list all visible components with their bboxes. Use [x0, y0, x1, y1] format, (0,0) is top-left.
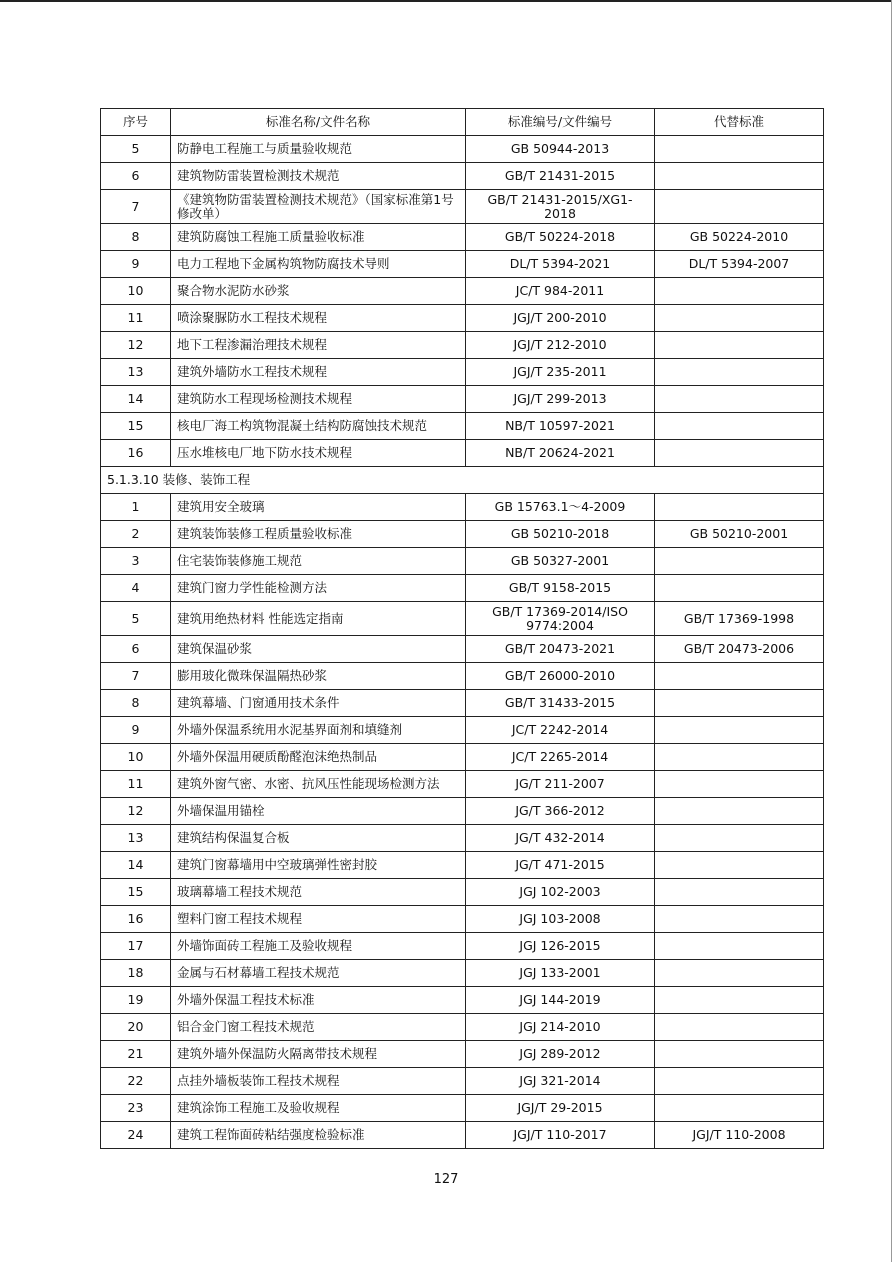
standard-name: 建筑装饰装修工程质量验收标准: [171, 521, 466, 548]
replaced-standard: [655, 1068, 824, 1095]
standard-name: 建筑外墙防水工程技术规程: [171, 359, 466, 386]
table-row: [101, 1014, 824, 1041]
table-row: [101, 960, 824, 987]
standard-code: JGJ 126-2015: [466, 933, 655, 960]
standard-name: 建筑用绝热材料 性能选定指南: [171, 602, 466, 636]
table-row: [101, 933, 824, 960]
table-row: [101, 663, 824, 690]
table-row: [101, 879, 824, 906]
replaced-standard: [655, 332, 824, 359]
table-row: [101, 332, 824, 359]
table-row: [101, 278, 824, 305]
table-row: [101, 224, 824, 251]
table-row: [101, 305, 824, 332]
standard-code: JC/T 984-2011: [466, 278, 655, 305]
header-replaces: 代替标准: [655, 109, 824, 136]
standard-code: JC/T 2265-2014: [466, 744, 655, 771]
row-number: 22: [101, 1068, 171, 1095]
standard-name: 建筑外窗气密、水密、抗风压性能现场检测方法: [171, 771, 466, 798]
table-row: [101, 602, 824, 636]
standard-name: 膨用玻化微珠保温隔热砂浆: [171, 663, 466, 690]
replaced-standard: [655, 906, 824, 933]
section-row: [101, 467, 824, 494]
standard-code: GB 50210-2018: [466, 521, 655, 548]
table-row: [101, 987, 824, 1014]
row-number: 13: [101, 825, 171, 852]
standard-name: 地下工程渗漏治理技术规程: [171, 332, 466, 359]
standard-name: 外墙饰面砖工程施工及验收规程: [171, 933, 466, 960]
standard-code: JGJ 144-2019: [466, 987, 655, 1014]
row-number: 23: [101, 1095, 171, 1122]
replaced-standard: [655, 879, 824, 906]
standard-code: GB/T 9158-2015: [466, 575, 655, 602]
header-no: 序号: [101, 109, 171, 136]
standard-name: 外墙外保温工程技术标准: [171, 987, 466, 1014]
standard-code: GB 50944-2013: [466, 136, 655, 163]
standard-name: 住宅装饰装修施工规范: [171, 548, 466, 575]
replaced-standard: JGJ/T 110-2008: [655, 1122, 824, 1149]
standard-name: 核电厂海工构筑物混凝土结构防腐蚀技术规范: [171, 413, 466, 440]
replaced-standard: [655, 494, 824, 521]
row-number: 16: [101, 440, 171, 467]
table-row: [101, 359, 824, 386]
standard-code: JGJ 133-2001: [466, 960, 655, 987]
section-title: 5.1.3.10 装修、装饰工程: [101, 467, 824, 494]
top-border-line: [0, 0, 892, 2]
table-row: [101, 852, 824, 879]
replaced-standard: [655, 575, 824, 602]
standard-name: 外墙外保温用硬质酚醛泡沫绝热制品: [171, 744, 466, 771]
standard-code: JGJ/T 299-2013: [466, 386, 655, 413]
replaced-standard: [655, 717, 824, 744]
standard-code: JGJ 289-2012: [466, 1041, 655, 1068]
standard-code: JG/T 471-2015: [466, 852, 655, 879]
replaced-standard: [655, 960, 824, 987]
standard-code: JGJ/T 29-2015: [466, 1095, 655, 1122]
standard-name: 玻璃幕墙工程技术规范: [171, 879, 466, 906]
standard-code: NB/T 20624-2021: [466, 440, 655, 467]
row-number: 10: [101, 278, 171, 305]
standard-code: JGJ/T 200-2010: [466, 305, 655, 332]
row-number: 10: [101, 744, 171, 771]
standard-code: GB/T 50224-2018: [466, 224, 655, 251]
replaced-standard: [655, 440, 824, 467]
table-row: [101, 521, 824, 548]
standard-code: GB/T 21431-2015: [466, 163, 655, 190]
table-row: [101, 386, 824, 413]
row-number: 13: [101, 359, 171, 386]
row-number: 14: [101, 852, 171, 879]
replaced-standard: [655, 663, 824, 690]
standard-code: JGJ 321-2014: [466, 1068, 655, 1095]
standards-table: [100, 108, 824, 1149]
row-number: 1: [101, 494, 171, 521]
table-body-a: [101, 136, 824, 467]
row-number: 11: [101, 771, 171, 798]
replaced-standard: [655, 987, 824, 1014]
replaced-standard: [655, 1095, 824, 1122]
standard-code: GB/T 17369-2014/ISO 9774:2004: [466, 602, 655, 636]
table-row: [101, 1041, 824, 1068]
row-number: 6: [101, 636, 171, 663]
table-row: [101, 548, 824, 575]
table-row: [101, 190, 824, 224]
standard-code: JGJ 214-2010: [466, 1014, 655, 1041]
row-number: 7: [101, 663, 171, 690]
standard-code: JGJ/T 235-2011: [466, 359, 655, 386]
row-number: 21: [101, 1041, 171, 1068]
replaced-standard: [655, 386, 824, 413]
standard-name: 聚合物水泥防水砂浆: [171, 278, 466, 305]
table-row: [101, 163, 824, 190]
replaced-standard: [655, 1014, 824, 1041]
standard-code: JGJ/T 110-2017: [466, 1122, 655, 1149]
standard-name: 建筑结构保温复合板: [171, 825, 466, 852]
replaced-standard: [655, 771, 824, 798]
standard-code: GB/T 21431-2015/XG1-2018: [466, 190, 655, 224]
row-number: 4: [101, 575, 171, 602]
table-row: [101, 825, 824, 852]
row-number: 5: [101, 602, 171, 636]
table-row: [101, 440, 824, 467]
row-number: 9: [101, 717, 171, 744]
standard-code: GB/T 26000-2010: [466, 663, 655, 690]
table-header-row: [101, 109, 824, 136]
standard-code: JGJ 102-2003: [466, 879, 655, 906]
replaced-standard: GB/T 17369-1998: [655, 602, 824, 636]
standard-code: DL/T 5394-2021: [466, 251, 655, 278]
replaced-standard: [655, 548, 824, 575]
row-number: 24: [101, 1122, 171, 1149]
replaced-standard: [655, 413, 824, 440]
standard-name: 塑料门窗工程技术规程: [171, 906, 466, 933]
row-number: 20: [101, 1014, 171, 1041]
table-row: [101, 717, 824, 744]
row-number: 18: [101, 960, 171, 987]
standard-name: 建筑门窗力学性能检测方法: [171, 575, 466, 602]
table-row: [101, 906, 824, 933]
replaced-standard: [655, 825, 824, 852]
standard-code: JGJ 103-2008: [466, 906, 655, 933]
replaced-standard: [655, 136, 824, 163]
standard-name: 外墙外保温系统用水泥基界面剂和填缝剂: [171, 717, 466, 744]
table-row: [101, 636, 824, 663]
row-number: 6: [101, 163, 171, 190]
table-row: [101, 575, 824, 602]
standard-code: JG/T 432-2014: [466, 825, 655, 852]
standard-name: 压水堆核电厂地下防水技术规程: [171, 440, 466, 467]
standard-code: NB/T 10597-2021: [466, 413, 655, 440]
table-row: [101, 1068, 824, 1095]
replaced-standard: [655, 933, 824, 960]
table-row: [101, 1095, 824, 1122]
table-row: [101, 771, 824, 798]
table-row: [101, 136, 824, 163]
standard-name: 建筑门窗幕墙用中空玻璃弹性密封胶: [171, 852, 466, 879]
table-row: [101, 494, 824, 521]
row-number: 3: [101, 548, 171, 575]
row-number: 5: [101, 136, 171, 163]
standard-code: GB 50327-2001: [466, 548, 655, 575]
row-number: 17: [101, 933, 171, 960]
standard-name: 建筑防水工程现场检测技术规程: [171, 386, 466, 413]
replaced-standard: [655, 798, 824, 825]
standard-name: 建筑保温砂浆: [171, 636, 466, 663]
replaced-standard: [655, 852, 824, 879]
table-row: [101, 251, 824, 278]
row-number: 19: [101, 987, 171, 1014]
standard-code: JG/T 366-2012: [466, 798, 655, 825]
row-number: 12: [101, 332, 171, 359]
table-row: [101, 798, 824, 825]
standard-name: 建筑外墙外保温防火隔离带技术规程: [171, 1041, 466, 1068]
standard-name: 点挂外墙板装饰工程技术规程: [171, 1068, 466, 1095]
replaced-standard: GB/T 20473-2006: [655, 636, 824, 663]
standard-name: 建筑涂饰工程施工及验收规程: [171, 1095, 466, 1122]
standard-code: JC/T 2242-2014: [466, 717, 655, 744]
row-number: 8: [101, 690, 171, 717]
standard-code: JGJ/T 212-2010: [466, 332, 655, 359]
table-row: [101, 690, 824, 717]
standard-name: 建筑物防雷装置检测技术规范: [171, 163, 466, 190]
standard-name: 建筑用安全玻璃: [171, 494, 466, 521]
replaced-standard: [655, 690, 824, 717]
standard-name: 喷涂聚脲防水工程技术规程: [171, 305, 466, 332]
replaced-standard: GB 50224-2010: [655, 224, 824, 251]
row-number: 12: [101, 798, 171, 825]
standard-code: GB/T 31433-2015: [466, 690, 655, 717]
standard-name: 建筑防腐蚀工程施工质量验收标准: [171, 224, 466, 251]
replaced-standard: [655, 359, 824, 386]
page-number: 127: [433, 1172, 459, 1187]
standard-name: 外墙保温用锚栓: [171, 798, 466, 825]
standard-code: GB 15763.1～4-2009: [466, 494, 655, 521]
standard-name: 防静电工程施工与质量验收规范: [171, 136, 466, 163]
table-row: [101, 744, 824, 771]
standard-name: 建筑幕墙、门窗通用技术条件: [171, 690, 466, 717]
row-number: 11: [101, 305, 171, 332]
row-number: 16: [101, 906, 171, 933]
header-name: 标准名称/文件名称: [171, 109, 466, 136]
row-number: 2: [101, 521, 171, 548]
row-number: 14: [101, 386, 171, 413]
standard-name: 建筑工程饰面砖粘结强度检验标准: [171, 1122, 466, 1149]
standard-code: JG/T 211-2007: [466, 771, 655, 798]
standard-name: 铝合金门窗工程技术规范: [171, 1014, 466, 1041]
standard-name: 金属与石材幕墙工程技术规范: [171, 960, 466, 987]
header-code: 标准编号/文件编号: [466, 109, 655, 136]
replaced-standard: [655, 1041, 824, 1068]
row-number: 9: [101, 251, 171, 278]
replaced-standard: [655, 190, 824, 224]
standard-code: GB/T 20473-2021: [466, 636, 655, 663]
row-number: 8: [101, 224, 171, 251]
replaced-standard: DL/T 5394-2007: [655, 251, 824, 278]
replaced-standard: GB 50210-2001: [655, 521, 824, 548]
replaced-standard: [655, 163, 824, 190]
standard-name: 《建筑物防雷装置检测技术规范》（国家标准第1号修改单）: [171, 190, 466, 224]
table-row: [101, 1122, 824, 1149]
row-number: 7: [101, 190, 171, 224]
replaced-standard: [655, 278, 824, 305]
table-row: [101, 413, 824, 440]
replaced-standard: [655, 744, 824, 771]
row-number: 15: [101, 413, 171, 440]
standard-name: 电力工程地下金属构筑物防腐技术导则: [171, 251, 466, 278]
table-body-b: [101, 494, 824, 1149]
row-number: 15: [101, 879, 171, 906]
replaced-standard: [655, 305, 824, 332]
